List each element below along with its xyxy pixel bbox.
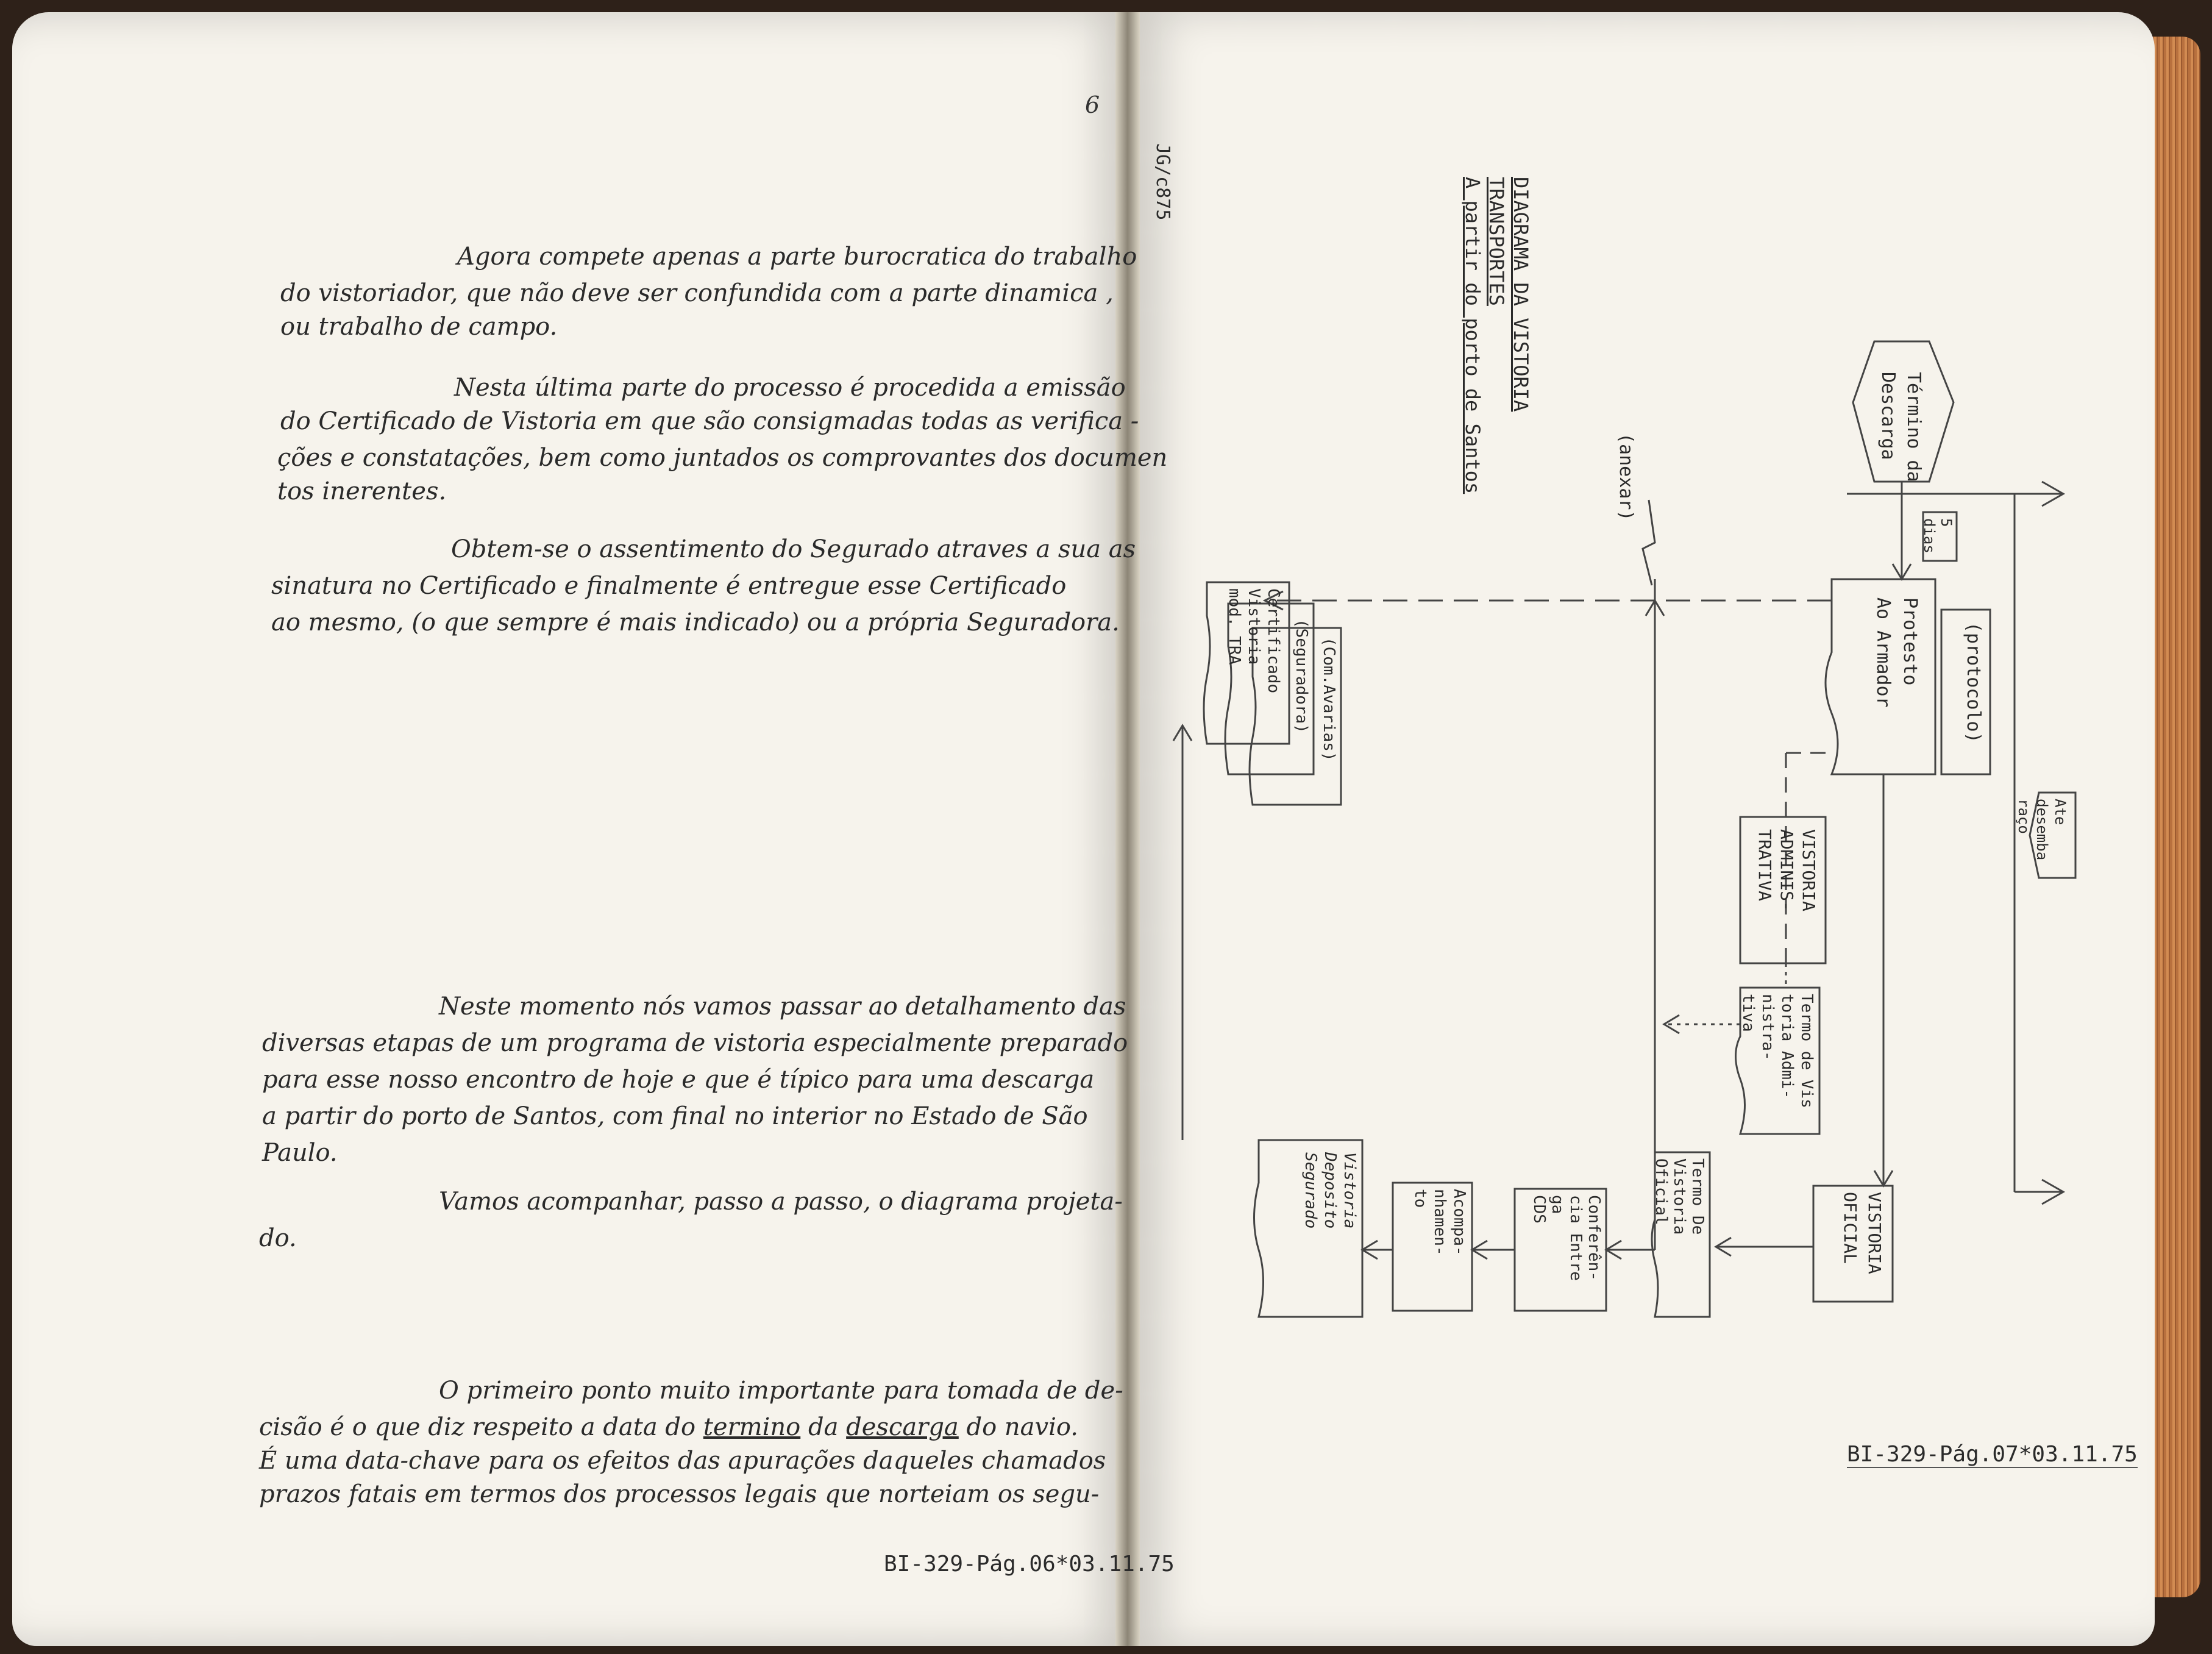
seguradora-label: (Seguradora) xyxy=(1292,619,1310,733)
text-line: Paulo. xyxy=(262,1139,338,1167)
vistoria-oficial-label: VISTORIA OFICIAL xyxy=(1840,1192,1885,1274)
ate-desembaraco-label: Ate desemba raço xyxy=(2015,799,2069,861)
text-line: Nesta última parte do processo é procedida a emissão xyxy=(454,374,1126,402)
page-number: 6 xyxy=(1085,91,1100,118)
text-line: O primeiro ponto muito importante para tomada de de- xyxy=(439,1377,1123,1405)
diagram-lines xyxy=(1131,12,2155,1646)
termo-oficial-label: Termo De Vistoria Oficial xyxy=(1652,1158,1707,1235)
text-line: Obtem-se o assentimento do Segurado atraves a sua as xyxy=(451,535,1136,563)
text-line: para esse nosso encontro de hoje e que é típico para uma descarga xyxy=(262,1066,1095,1094)
text-line: Agora compete apenas a parte burocratica do trabalho xyxy=(457,243,1137,271)
text-line: sinatura no Certificado e finalmente é entregue esse Certificado xyxy=(271,572,1067,600)
text-line: prazos fatais em termos dos processos legais que norteiam os segu- xyxy=(259,1480,1100,1508)
certificado-label: Certificado Vistoria mod. TRA xyxy=(1225,588,1282,694)
text-line: É uma data-chave para os efeitos das apurações daqueles chamados xyxy=(259,1447,1106,1475)
text-line: cisão é o que diz respeito a data do termino da descarga do navio. xyxy=(259,1413,1078,1441)
diagram-subtitle: A partir do porto de Santos xyxy=(1461,177,1484,494)
doc-code: JG/c875 xyxy=(1152,143,1173,221)
conferencia-label: Conferên- cia Entre ga CDS xyxy=(1530,1195,1603,1281)
diagram-title: DIAGRAMA DA VISTORIA TRANSPORTES xyxy=(1485,177,1532,412)
page-footer-right: BI-329-Pág.07*03.11.75 xyxy=(1847,1442,2138,1467)
text-line: ções e constatações, bem como juntados os comprovantes dos documen xyxy=(277,444,1168,472)
vistoria-administrativa-label: VISTORIA ADMINIS- TRATIVA xyxy=(1755,829,1819,911)
days-label: 5 dias xyxy=(1921,518,1955,554)
text-line: Neste momento nós vamos passar ao detalhamento das xyxy=(439,993,1126,1021)
start-terminal-label: Término da Descarga xyxy=(1877,372,1924,482)
protesto-label: Protesto Ao Armador xyxy=(1872,597,1921,708)
text-line: diversas etapas de um programa de vistoria especialmente preparado xyxy=(262,1029,1128,1057)
text-line: ao mesmo, (o que sempre é mais indicado) ou a própria Seguradora. xyxy=(271,608,1120,636)
protocolo-label: (protocolo) xyxy=(1963,622,1984,743)
acompanhamento-label: Acompa- nhamen- to xyxy=(1411,1189,1468,1256)
com-avarias-label: (Com.Avarias) xyxy=(1320,637,1338,761)
text-line: ou trabalho de campo. xyxy=(280,313,558,341)
anexar-label: (anexar) xyxy=(1615,433,1637,521)
text-line: Vamos acompanhar, passo a passo, o diagrama projeta- xyxy=(439,1188,1123,1216)
text-line: tos inerentes. xyxy=(277,477,447,505)
text-line: do Certificado de Vistoria em que são consigmadas todas as verifica - xyxy=(280,407,1139,435)
termo-administrativa-label: Termo de Vis toria Admi- nistra- tiva xyxy=(1739,994,1816,1108)
text-line: do. xyxy=(259,1224,297,1252)
page-footer-left: BI-329-Pág.06*03.11.75 xyxy=(884,1552,1175,1577)
text-line: a partir do porto de Santos, com final no interior no Estado de São xyxy=(262,1102,1088,1130)
vistoria-deposito-label: Vistoria Deposito Segurado xyxy=(1301,1152,1359,1229)
text-line: do vistoriador, que não deve ser confundida com a parte dinamica , xyxy=(280,279,1114,307)
flow-diagram xyxy=(1131,12,2155,1646)
